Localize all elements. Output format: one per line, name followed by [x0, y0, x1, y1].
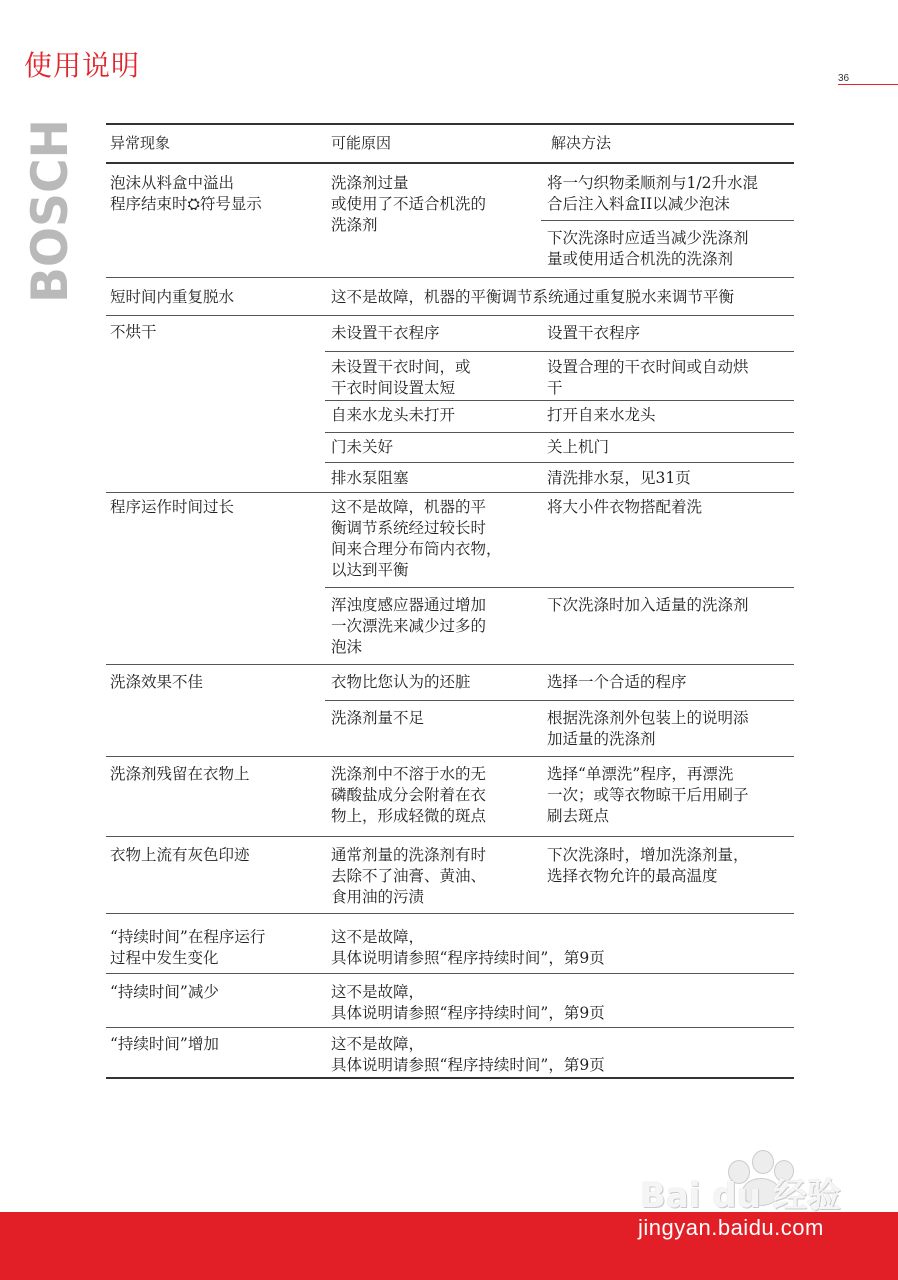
baidu-watermark-url: jingyan.baidu.com [638, 1215, 824, 1240]
symptom-cell: 短时间内重复脱水 [110, 288, 235, 306]
bosch-brand-logo [21, 107, 79, 304]
baidu-watermark-logo: Bai du 经验 [640, 1176, 841, 1216]
row-rule [106, 315, 794, 316]
cause-cell: 未设置干衣程序 [331, 324, 440, 342]
spanning-solution-cell: 这不是故障，机器的平衡调节系统通过重复脱水来调节平衡 [331, 288, 735, 306]
table-top-rule [106, 123, 794, 125]
symptom-cell: 洗涤效果不佳 [110, 673, 204, 691]
row-rule [325, 351, 794, 352]
row-rule [325, 400, 794, 401]
cause-cell: 洗涤剂量不足 [331, 709, 425, 727]
row-rule [325, 587, 794, 588]
symptom-cell: 衣物上流有灰色印迹 [110, 846, 250, 864]
table-bottom-rule [106, 1077, 794, 1079]
cause-cell: 衣物比您认为的还脏 [331, 673, 471, 691]
row-rule [106, 277, 794, 278]
row-rule [325, 462, 794, 463]
symptom-cell: “持续时间”减少 [110, 983, 219, 1001]
row-rule [541, 220, 794, 221]
solution-cell: 下次洗涤时，增加洗涤剂量， 选择衣物允许的最高温度 [547, 846, 749, 885]
row-rule [106, 836, 794, 837]
row-rule [106, 973, 794, 974]
row-rule [325, 700, 794, 701]
header-solution: 解决方法 [551, 134, 612, 152]
header-symptom: 异常现象 [110, 134, 171, 152]
symptom-cell: “持续时间”增加 [110, 1035, 219, 1053]
cause-cell: 门未关好 [331, 438, 394, 456]
solution-cell: 根据洗涤剂外包装上的说明添 加适量的洗涤剂 [547, 709, 749, 748]
spanning-solution-cell: 这不是故障， 具体说明请参照“程序持续时间”，第9页 [331, 1035, 605, 1074]
solution-cell: 下次洗涤时应适当减少洗涤剂 量或使用适合机洗的洗涤剂 [547, 229, 749, 268]
spanning-solution-cell: 这不是故障， 具体说明请参照“程序持续时间”，第9页 [331, 928, 605, 967]
symptom-cell: 泡沫从料盒中溢出 程序结束时⛭符号显示 [110, 174, 262, 213]
row-rule [106, 1027, 794, 1028]
page-title: 使用说明 [24, 49, 141, 82]
row-rule [106, 664, 794, 665]
header-rule [106, 162, 794, 164]
cause-cell: 未设置干衣时间，或 干衣时间设置太短 [331, 358, 471, 397]
solution-cell: 清洗排水泵，见31页 [547, 469, 691, 487]
solution-cell: 将大小件衣物搭配着洗 [547, 498, 703, 516]
solution-cell: 下次洗涤时加入适量的洗涤剂 [547, 596, 749, 614]
page-number: 36 [838, 73, 850, 84]
solution-cell: 将一勺织物柔顺剂与1/2升水混 合后注入料盒II以减少泡沫 [547, 174, 758, 213]
row-rule [325, 432, 794, 433]
solution-cell: 设置干衣程序 [547, 324, 641, 342]
cause-cell: 这不是故障，机器的平 衡调节系统经过较长时 间来合理分布筒内衣物， 以达到平衡 [331, 498, 502, 579]
solution-cell: 选择“单漂洗”程序，再漂洗 一次；或等衣物晾干后用刷子 刷去斑点 [547, 765, 749, 825]
symptom-cell: “持续时间”在程序运行 过程中发生变化 [110, 928, 266, 967]
symptom-cell: 不烘干 [110, 323, 157, 341]
solution-cell: 选择一个合适的程序 [547, 673, 687, 691]
cause-cell: 通常剂量的洗涤剂有时 去除不了油膏、黄油、 食用油的污渍 [331, 846, 487, 906]
symptom-cell: 洗涤剂残留在衣物上 [110, 765, 250, 783]
page-number-rule [838, 84, 898, 85]
header-cause: 可能原因 [331, 134, 392, 152]
symptom-cell: 程序运作时间过长 [110, 498, 235, 516]
solution-cell: 关上机门 [547, 438, 610, 456]
solution-cell: 打开自来水龙头 [547, 406, 656, 424]
cause-cell: 洗涤剂过量 或使用了不适合机洗的 洗涤剂 [331, 174, 487, 234]
row-rule [106, 492, 794, 493]
row-rule [106, 756, 794, 757]
cause-cell: 自来水龙头未打开 [331, 406, 456, 424]
row-rule [106, 913, 794, 914]
solution-cell: 设置合理的干衣时间或自动烘 干 [547, 358, 749, 397]
cause-cell: 洗涤剂中不溶于水的无 磷酸盐成分会附着在衣 物上，形成轻微的斑点 [331, 765, 487, 825]
cause-cell: 排水泵阻塞 [331, 469, 409, 487]
svg-text:BOSCH: BOSCH [21, 107, 79, 303]
cause-cell: 浑浊度感应器通过增加 一次漂洗来减少过多的 泡沫 [331, 596, 487, 656]
spanning-solution-cell: 这不是故障， 具体说明请参照“程序持续时间”，第9页 [331, 983, 605, 1022]
